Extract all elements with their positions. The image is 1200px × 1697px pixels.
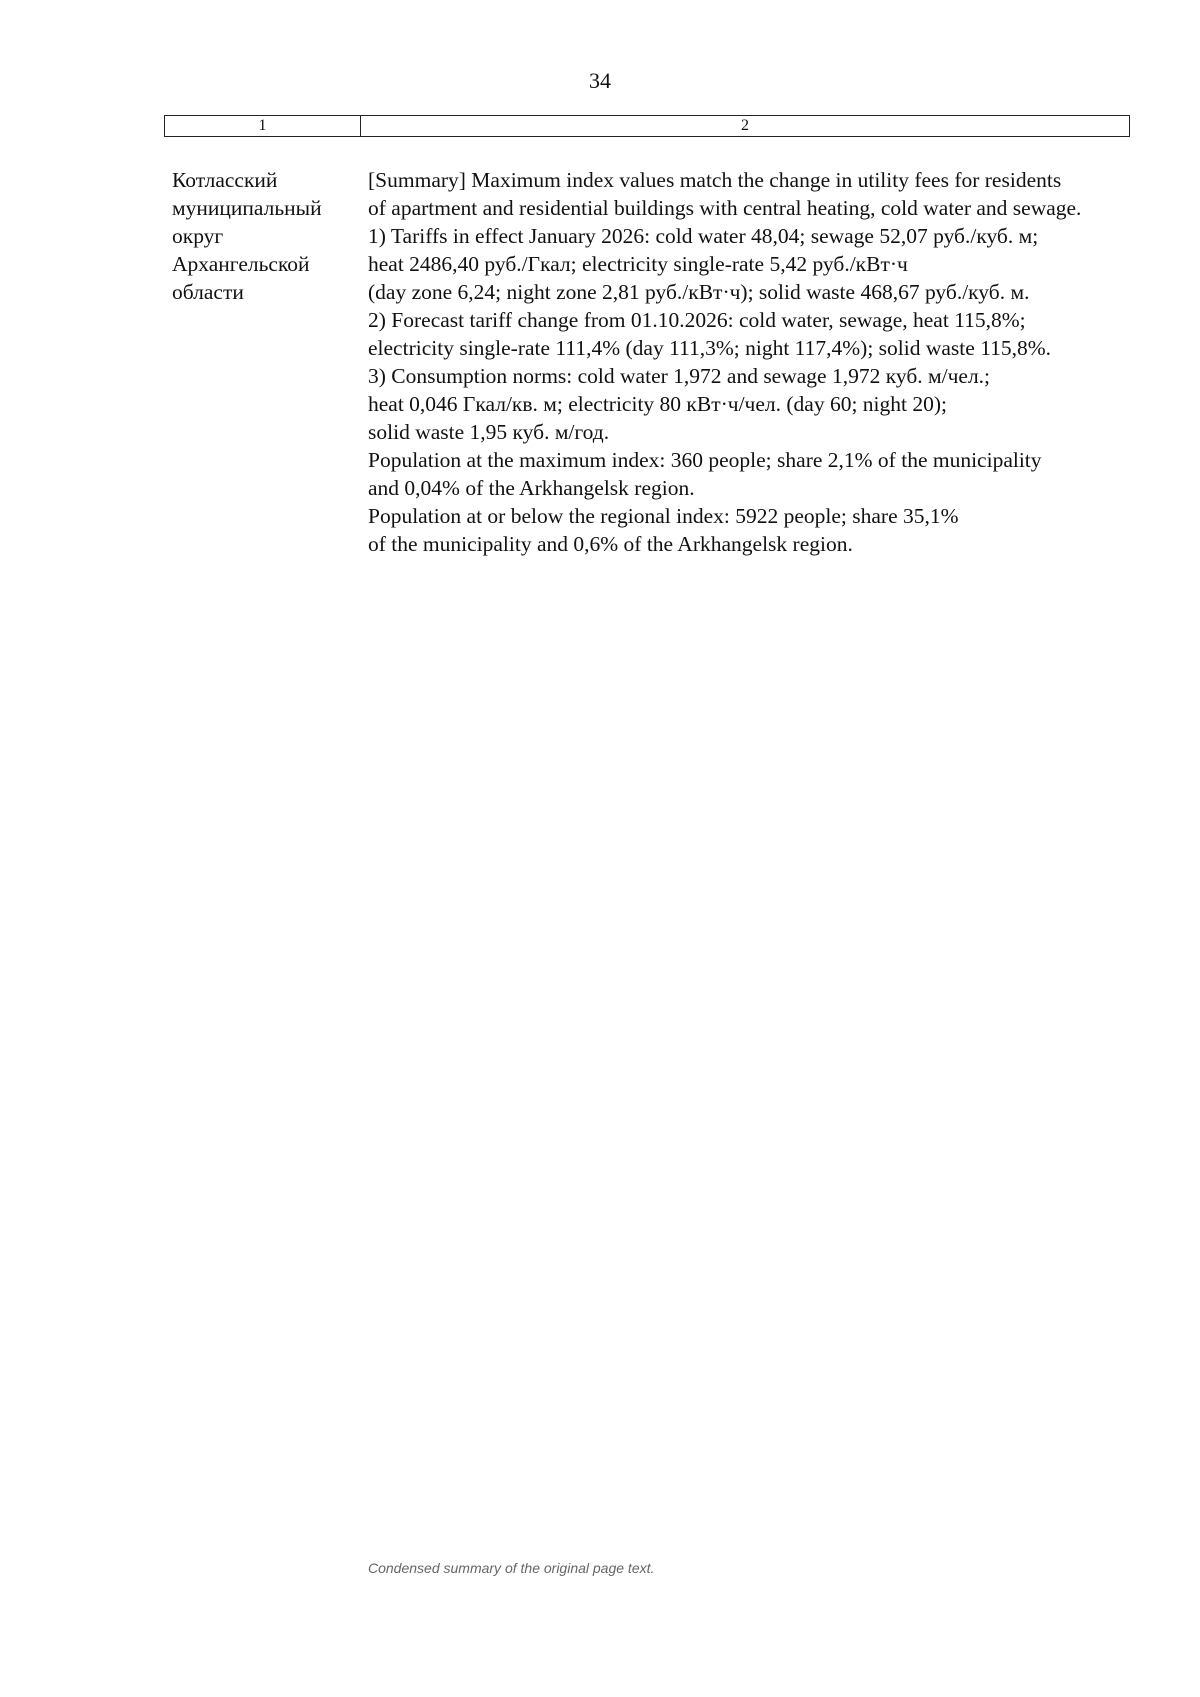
description-line: (day zone 6,24; night zone 2,81 руб./кВт·ч); solid waste 468,67 руб./куб. м. [368,280,1030,304]
column-header-2: 2 [741,117,749,134]
description-line: electricity single-rate 111,4% (day 111,3%; night 117,4%); solid waste 115,8%. [368,336,1052,360]
description-line: 3) Consumption norms: cold water 1,972 and sewage 1,972 куб. м/чел.; [368,364,991,388]
description-line: of apartment and residential buildings with central heating, cold water and sewage. [368,196,1082,220]
table-column-header [164,115,1130,137]
summary-note: Condensed summary of the original page text. [368,1560,655,1576]
description-line: [Summary] Maximum index values match the change in utility fees for residents [368,168,1062,192]
page-number: 34 [589,68,611,93]
description-line: 2) Forecast tariff change from 01.10.2026: cold water, sewage, heat 115,8%; [368,308,1026,332]
description-line: heat 0,046 Гкал/кв. м; electricity 80 кВт·ч/чел. (day 60; night 20); [368,392,948,416]
region-line: Архангельской [172,252,310,276]
index-description [368,166,1128,558]
region-line: округ [172,224,224,248]
description-line: of the municipality and 0,6% of the Arkhangelsk region. [368,532,853,556]
region-line: Котласский [172,168,278,192]
column-header-1: 1 [165,116,361,136]
description-line: and 0,04% of the Arkhangelsk region. [368,476,695,500]
description-line: Population at the maximum index: 360 people; share 2,1% of the municipality [368,448,1042,472]
description-line: solid waste 1,95 куб. м/год. [368,420,610,444]
description-line: heat 2486,40 руб./Гкал; electricity single-rate 5,42 руб./кВт·ч [368,252,908,276]
description-line: Population at or below the regional index: 5922 people; share 35,1% [368,504,959,528]
region-line: области [172,280,244,304]
region-name [172,166,352,306]
region-line: муниципальный [172,196,322,220]
description-line: 1) Tariffs in effect January 2026: cold water 48,04; sewage 52,07 руб./куб. м; [368,224,1039,248]
